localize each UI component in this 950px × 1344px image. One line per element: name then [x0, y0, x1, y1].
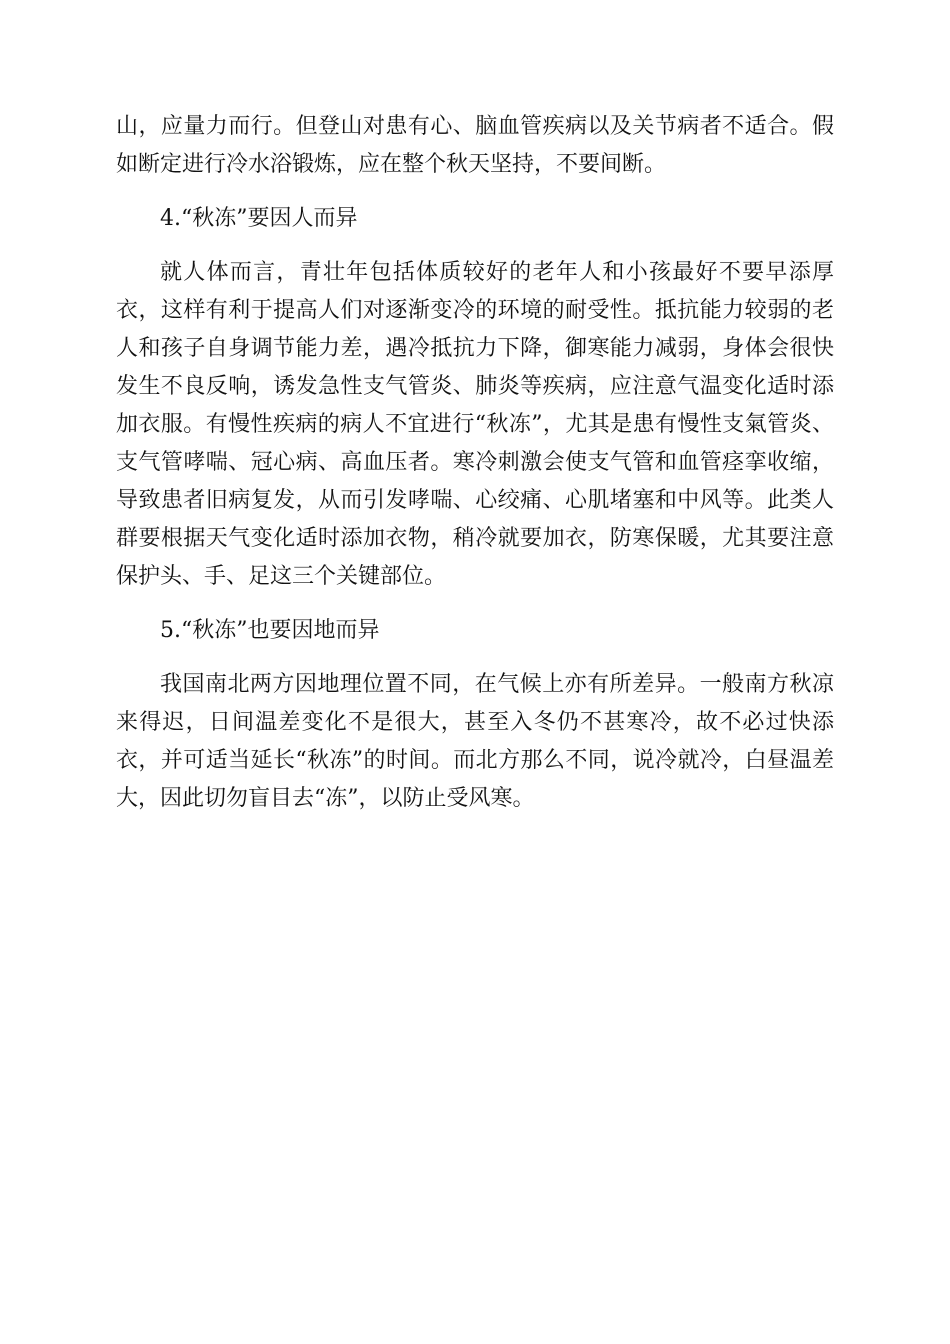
paragraph-continued: 山，应量力而行。但登山对患有心、脑血管疾病以及关节病者不适合。假如断定进行冷水浴锻炼，应在整个秋天坚持，不要间断。: [116, 114, 834, 177]
section-heading-4: 4.“秋冻”要因人而异: [160, 206, 358, 231]
paragraph-individual-differences: 就人体而言，青壮年包括体质较好的老年人和小孩最好不要早添厚衣，这样有利于提高人们对逐渐变冷的环境的耐受性。抵抗能力较弱的老人和孩子自身调节能力差，遇冷抵抗力下降，御寒能力减弱，身体会很快发生不良反响，诱发急性支气管炎、肺炎等疾病，应注意气温变化适时添加衣服。有慢性疾病的病人不宜进行“秋冻”，尤其是患有慢性支氣管炎、支气管哮喘、冠心病、高血压者。寒冷刺激会使支气管和血管痉挛收缩，导致患者旧病复发，从而引发哮喘、心绞痛、心肌堵塞和中风等。此类人群要根据天气变化适时添加衣物，稍冷就要加衣，防寒保暖，尤其要注意保护头、手、足这三个关键部位。: [116, 260, 834, 589]
paragraph-regional-differences: 我国南北两方因地理位置不同，在气候上亦有所差异。一般南方秋凉来得迟，日间温差变化不是很大，甚至入冬仍不甚寒冷，故不必过快添衣，并可适当延长“秋冻”的时间。而北方那么不同，说冷就冷，白昼温差大，因此切勿盲目去“冻”，以防止受风寒。: [116, 672, 834, 811]
section-heading-5: 5.“秋冻”也要因地而异: [160, 618, 380, 643]
document-body: [116, 108, 834, 834]
